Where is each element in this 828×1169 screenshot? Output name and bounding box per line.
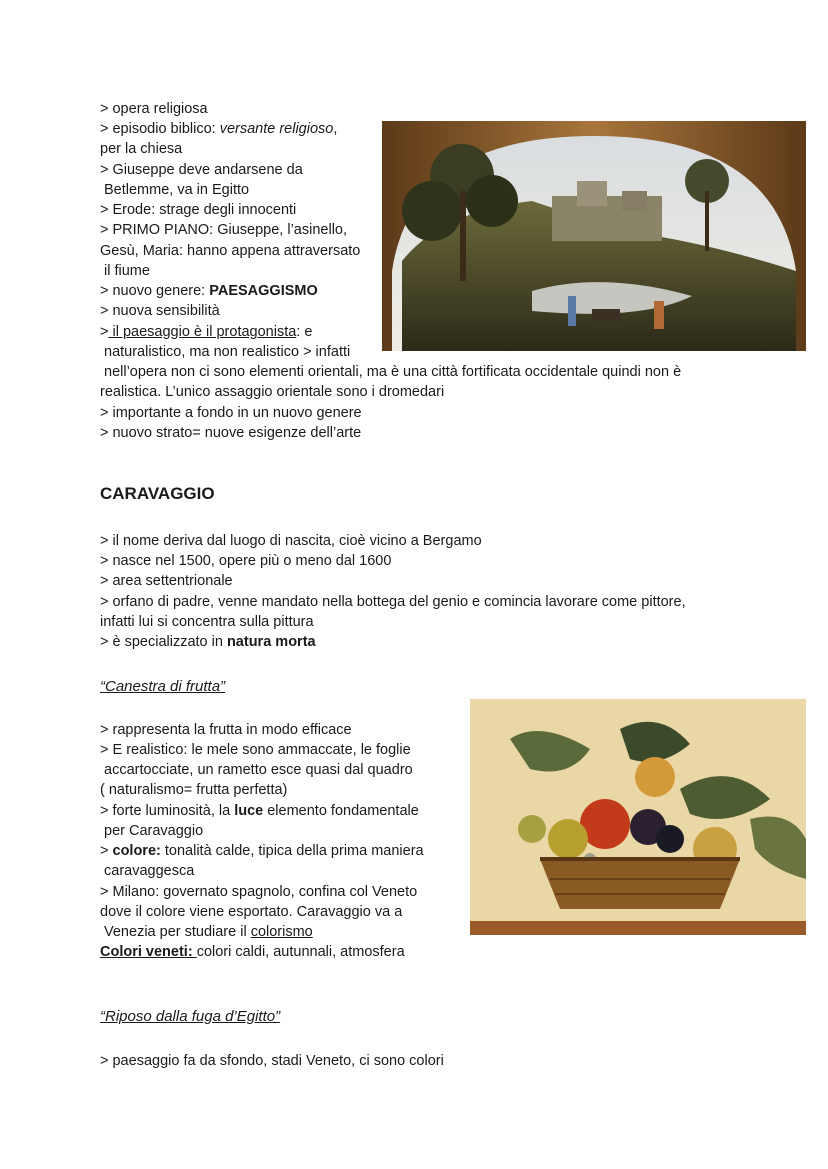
text-line: > forte luminosità, la luce elemento fondamentale xyxy=(100,803,419,819)
subsection-title: “Canestra di frutta” xyxy=(100,678,226,695)
text-line: accartocciate, un rametto esce quasi dal quadro xyxy=(104,762,413,778)
text-line: > episodio biblico: versante religioso, xyxy=(100,121,338,137)
text-line: naturalistico, ma non realistico > infatti xyxy=(104,344,351,360)
text-line: Venezia per studiare il colorismo xyxy=(104,924,313,940)
landscape-painting xyxy=(382,121,806,351)
text-line: caravaggesca xyxy=(104,863,195,879)
text-line: Betlemme, va in Egitto xyxy=(104,182,250,198)
text-line: > colore: tonalità calde, tipica della prima maniera xyxy=(100,843,424,859)
text-line: > opera religiosa xyxy=(100,101,208,117)
text-line: > Milano: governato spagnolo, confina col Veneto xyxy=(100,884,418,900)
text-line: > Erode: strage degli innocenti xyxy=(100,202,297,218)
section-title: CARAVAGGIO xyxy=(100,484,215,503)
text-line: il fiume xyxy=(104,263,150,279)
text-line: > area settentrionale xyxy=(100,573,233,589)
text-line: > orfano di padre, venne mandato nella bottega del genio e comincia lavorare come pittore, xyxy=(100,594,686,610)
text-line: > nuovo genere: PAESAGGISMO xyxy=(100,283,318,299)
text-line: infatti lui si concentra sulla pittura xyxy=(100,614,314,630)
text-line: > nuova sensibilità xyxy=(100,303,220,319)
text-line: nell’opera non ci sono elementi orientali, ma è una città fortificata occidentale quindi non è xyxy=(104,364,682,380)
text-line: ( naturalismo= frutta perfetta) xyxy=(100,782,288,798)
text-line: > rappresenta la frutta in modo efficace xyxy=(100,722,352,738)
text-line: per la chiesa xyxy=(100,141,183,157)
text-line: Colori veneti: colori caldi, autunnali, atmosfera xyxy=(100,944,405,960)
text-line: > il paesaggio è il protagonista: e xyxy=(100,324,313,340)
text-line: > E realistico: le mele sono ammaccate, le foglie xyxy=(100,742,411,758)
text-line: Gesù, Maria: hanno appena attraversato xyxy=(100,243,361,259)
text-line: > il nome deriva dal luogo di nascita, cioè vicino a Bergamo xyxy=(100,533,482,549)
text-line: per Caravaggio xyxy=(104,823,204,839)
text-line: > nasce nel 1500, opere più o meno dal 1600 xyxy=(100,553,392,569)
text-line: > Giuseppe deve andarsene da xyxy=(100,162,303,178)
subsection-title: “Riposo dalla fuga d’Egitto” xyxy=(100,1008,281,1025)
text-line: dove il colore viene esportato. Caravaggio va a xyxy=(100,904,403,920)
text-line: realistica. L’unico assaggio orientale sono i dromedari xyxy=(100,384,445,400)
text-line: > è specializzato in natura morta xyxy=(100,634,316,650)
text-line: > importante a fondo in un nuovo genere xyxy=(100,405,362,421)
text-line: > nuovo strato= nuove esigenze dell’arte xyxy=(100,425,362,441)
text-line: > paesaggio fa da sfondo, stadi Veneto, ci sono colori xyxy=(100,1053,444,1069)
fruit-basket-painting xyxy=(470,699,806,935)
text-line: > PRIMO PIANO: Giuseppe, l’asinello, xyxy=(100,222,348,238)
